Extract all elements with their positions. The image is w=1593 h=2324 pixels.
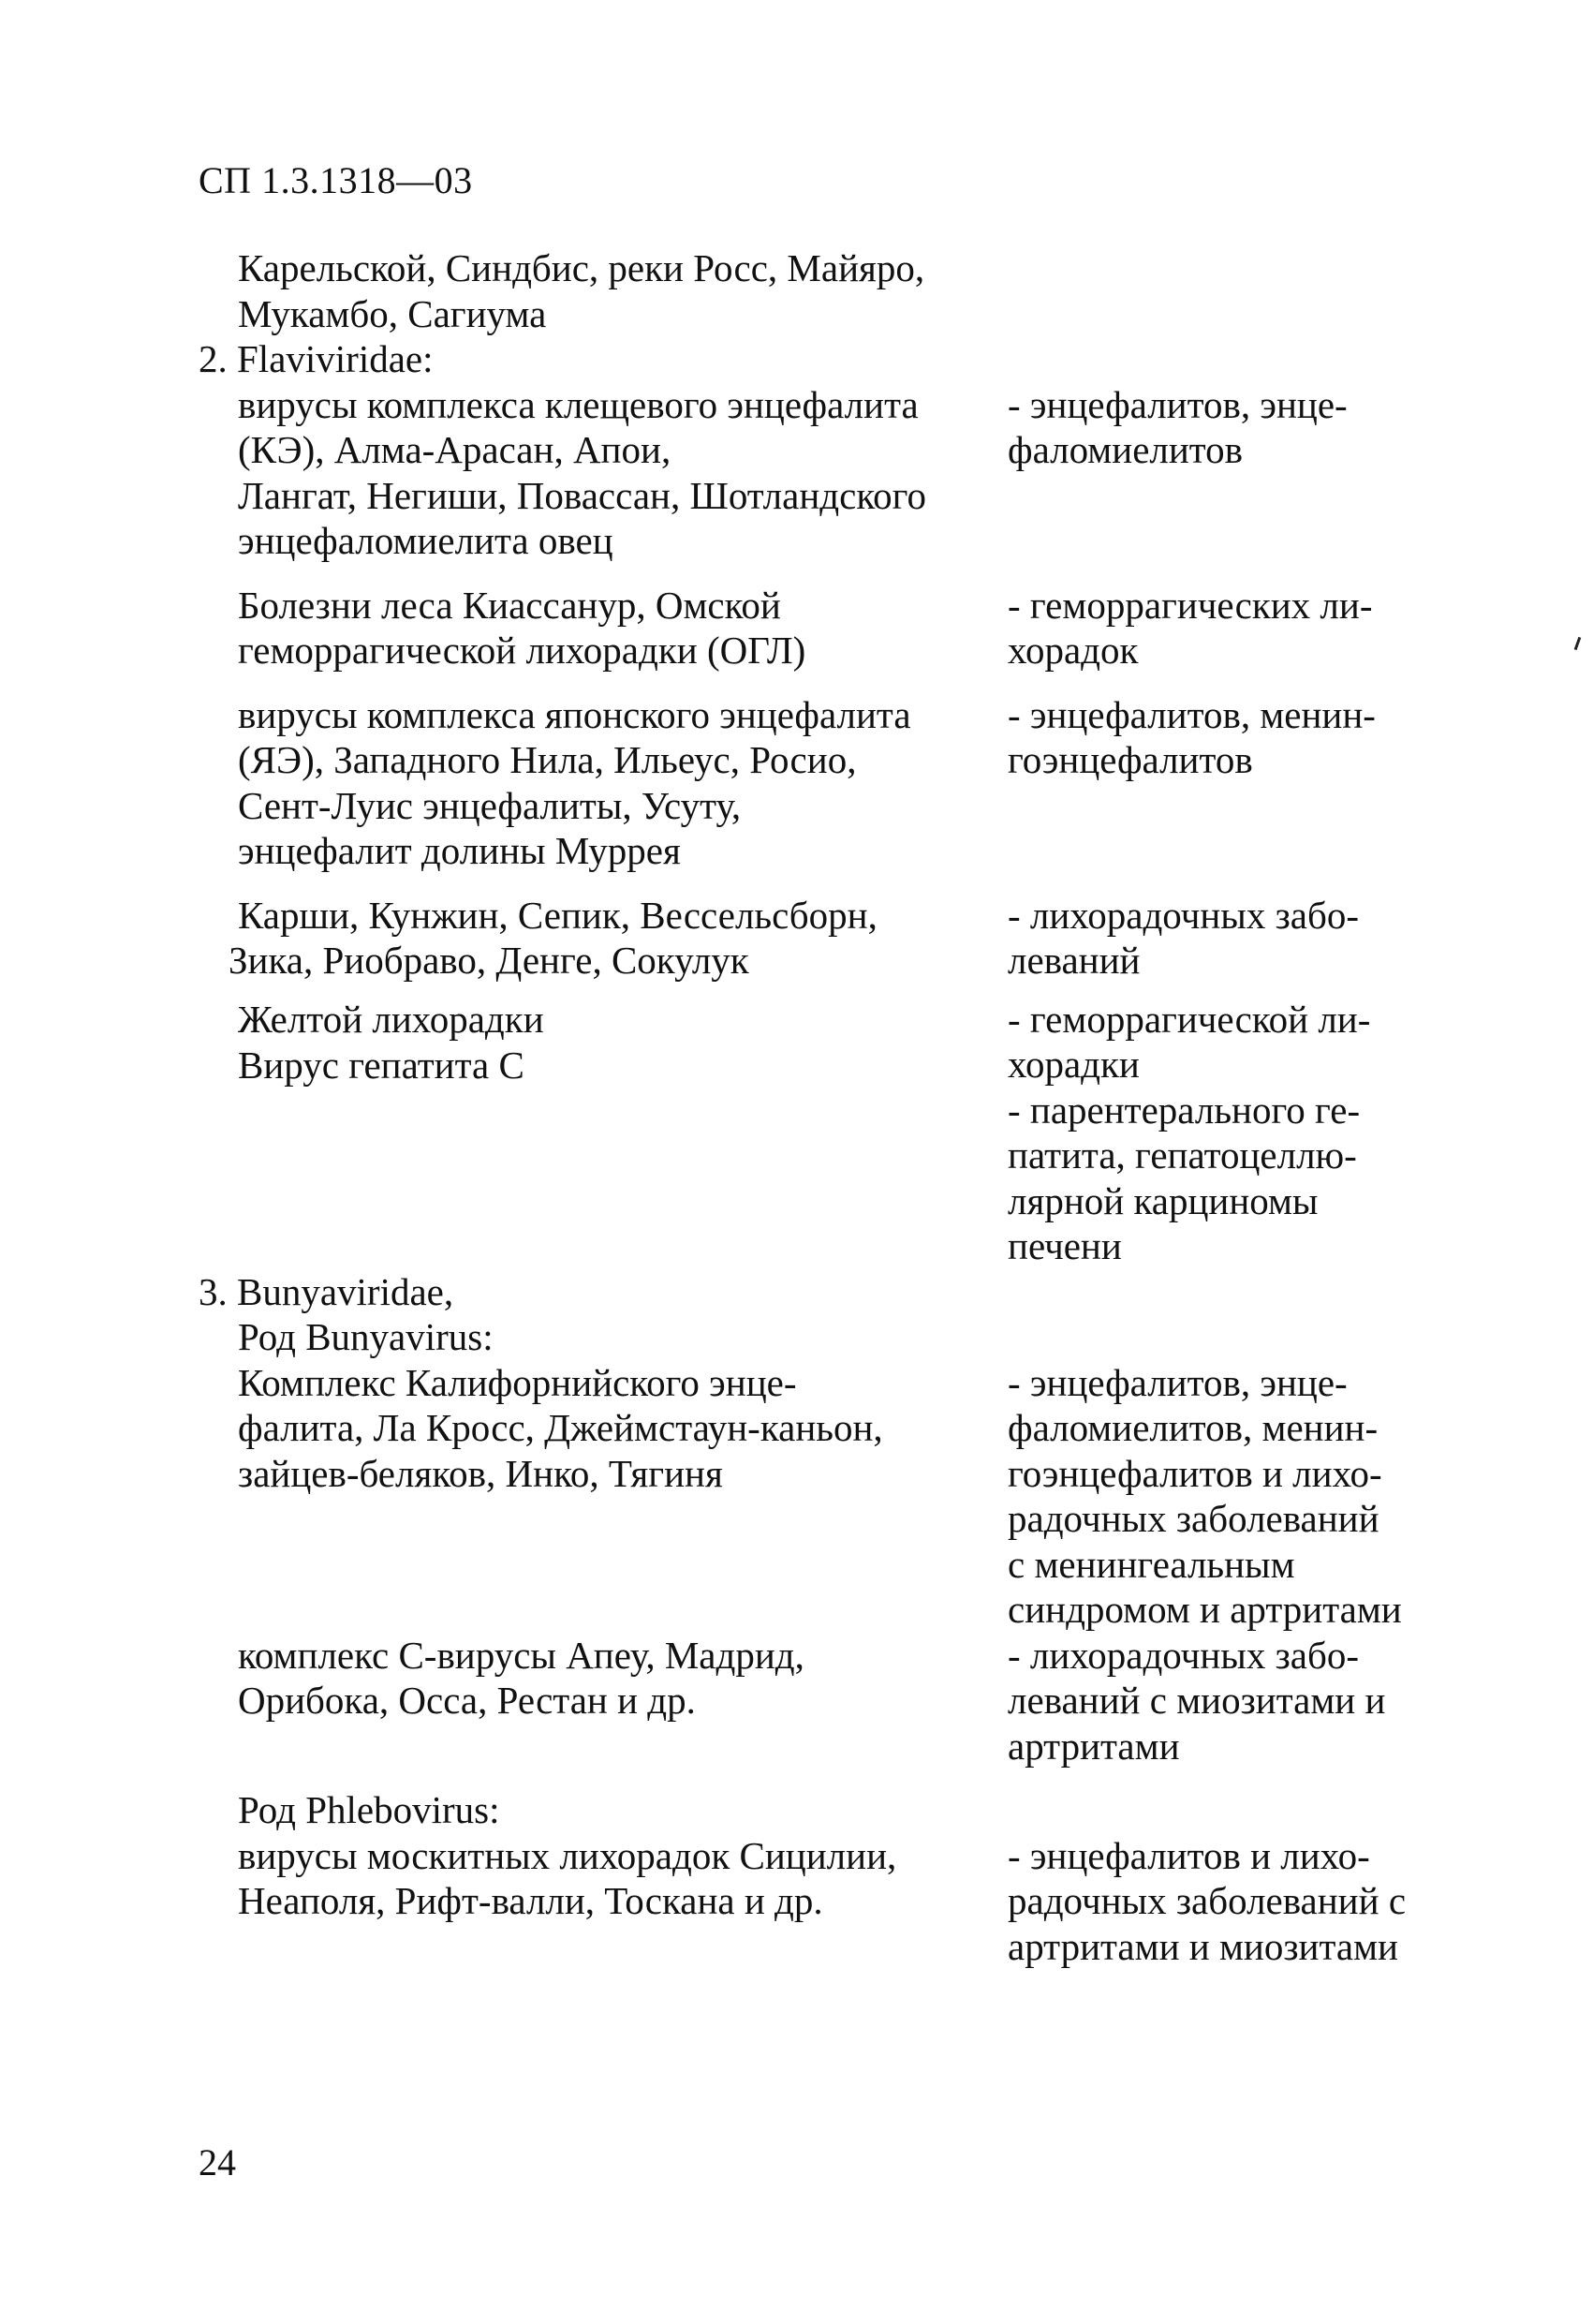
disease-line: леваний с миозитами и — [1008, 1679, 1386, 1722]
virus-line: Род Phlebovirus: — [238, 1788, 500, 1831]
virus-line: Мукамбо, Сагиума — [238, 291, 547, 335]
disease-cell — [798, 893, 1410, 984]
disease-line: с менингеальным — [1008, 1542, 1295, 1586]
disease-line: хорадки — [1008, 1043, 1140, 1086]
table-row — [199, 1043, 1416, 1269]
virus-line: энцефалит долины Муррея — [238, 829, 681, 872]
disease-cell — [798, 382, 1410, 473]
virus-line: Карельской, Синдбис, реки Росс, Майяро, — [238, 246, 925, 289]
disease-line: - энцефалитов, менин- — [1008, 692, 1376, 736]
family-heading-row — [199, 336, 1416, 382]
virus-line: Болезни леса Киассанур, Омской — [238, 583, 781, 627]
disease-line: печени — [1008, 1224, 1122, 1267]
virus-line: (ЯЭ), Западного Нила, Ильеус, Росио, — [238, 738, 857, 781]
family-heading-row — [199, 1269, 1416, 1315]
disease-line: - парентерального ге- — [1008, 1088, 1361, 1132]
virus-line: вирусы комплекса клещевого энцефалита — [238, 382, 919, 426]
disease-line: гоэнцефалитов и лихо- — [1008, 1451, 1382, 1495]
disease-line: - лихорадочных забо- — [1008, 893, 1360, 937]
table-row — [199, 1787, 1416, 1969]
disease-line — [1008, 1314, 1410, 1360]
table-row — [199, 245, 1416, 336]
disease-cell — [798, 1314, 1410, 1633]
virus-line: геморрагической лихорадки (ОГЛ) — [238, 629, 806, 672]
disease-line: радочных заболеваний — [1008, 1497, 1379, 1540]
disease-line: хорадок — [1008, 629, 1139, 672]
disease-cell — [798, 1787, 1410, 1969]
disease-line: - энцефалитов и лихо- — [1008, 1833, 1370, 1877]
disease-line: - лихорадочных забо- — [1008, 1633, 1360, 1677]
virus-line: Желтой лихорадки — [238, 997, 544, 1041]
table-row — [199, 583, 1416, 674]
disease-cell — [798, 583, 1410, 674]
virus-line: вирусы комплекса японского энцефалита — [238, 692, 911, 736]
disease-line: - энцефалитов, энце- — [1008, 1360, 1348, 1404]
virus-line: комплекс С-вирусы Апеу, Мадрид, — [238, 1633, 804, 1677]
disease-line: - геморрагической ли- — [1008, 997, 1371, 1041]
virus-line: зайцев-беляков, Инко, Тягиня — [238, 1451, 723, 1495]
disease-line: - геморрагических ли- — [1008, 583, 1373, 627]
virus-line: Лангат, Негиши, Повассан, Шотландского — [238, 473, 926, 517]
disease-cell — [798, 1043, 1410, 1269]
disease-line: леваний — [1008, 939, 1141, 982]
virus-line: Род Bunyavirus: — [238, 1315, 494, 1358]
disease-line: гоэнцефалитов — [1008, 738, 1253, 781]
virus-line: Комплекс Калифорнийского энце- — [238, 1360, 797, 1404]
virus-line: Вирус гепатита С — [238, 1043, 524, 1087]
virus-line: Неаполя, Рифт-валли, Тоскана и др. — [238, 1879, 823, 1922]
virus-line: Орибока, Осса, Рестан и др. — [238, 1679, 696, 1722]
disease-line: радочных заболеваний с — [1008, 1879, 1407, 1922]
disease-line: - энцефалитов, энце- — [1008, 382, 1348, 426]
table-row — [199, 382, 1416, 564]
disease-line: патита, гепатоцеллю- — [1008, 1133, 1357, 1177]
virus-line: фалита, Ла Кросс, Джеймстаун-каньон, — [238, 1406, 883, 1449]
disease-line: фаломиелитов — [1008, 428, 1244, 471]
disease-cell — [798, 1633, 1410, 1769]
disease-line — [1008, 1787, 1410, 1833]
virus-line: Карши, Кунжин, Сепик, Вессельсборн, — [238, 893, 878, 937]
virus-line: (КЭ), Алма-Арасан, Апои, — [238, 428, 671, 471]
virus-line: энцефаломиелита овец — [238, 519, 613, 562]
virus-line: вирусы москитных лихорадок Сицилии, — [238, 1833, 897, 1877]
document-code-header: СП 1.3.1318—03 — [199, 159, 473, 201]
table-row — [199, 893, 1416, 984]
disease-line: артритами — [1008, 1724, 1180, 1768]
virus-cell — [199, 245, 985, 336]
scan-mark — [1574, 637, 1582, 650]
disease-cell — [798, 692, 1410, 783]
disease-line: фаломиелитов, менин- — [1008, 1406, 1379, 1449]
disease-line: артритами и миозитами — [1008, 1924, 1398, 1968]
virus-line: Сент-Луис энцефалиты, Усуту, — [238, 783, 742, 827]
virus-table — [199, 245, 1416, 1969]
page-number: 24 — [199, 2141, 236, 2183]
disease-line: синдромом и артритами — [1008, 1588, 1402, 1631]
table-row — [199, 1633, 1416, 1769]
table-row — [199, 1314, 1416, 1633]
virus-line: Зика, Риобраво, Денге, Сокулук — [229, 939, 749, 982]
family-heading: 2. Flaviviridae: — [199, 337, 434, 380]
table-row — [199, 692, 1416, 874]
disease-line: лярной карциномы — [1008, 1178, 1319, 1222]
family-heading: 3. Bunyaviridae, — [199, 1269, 454, 1313]
